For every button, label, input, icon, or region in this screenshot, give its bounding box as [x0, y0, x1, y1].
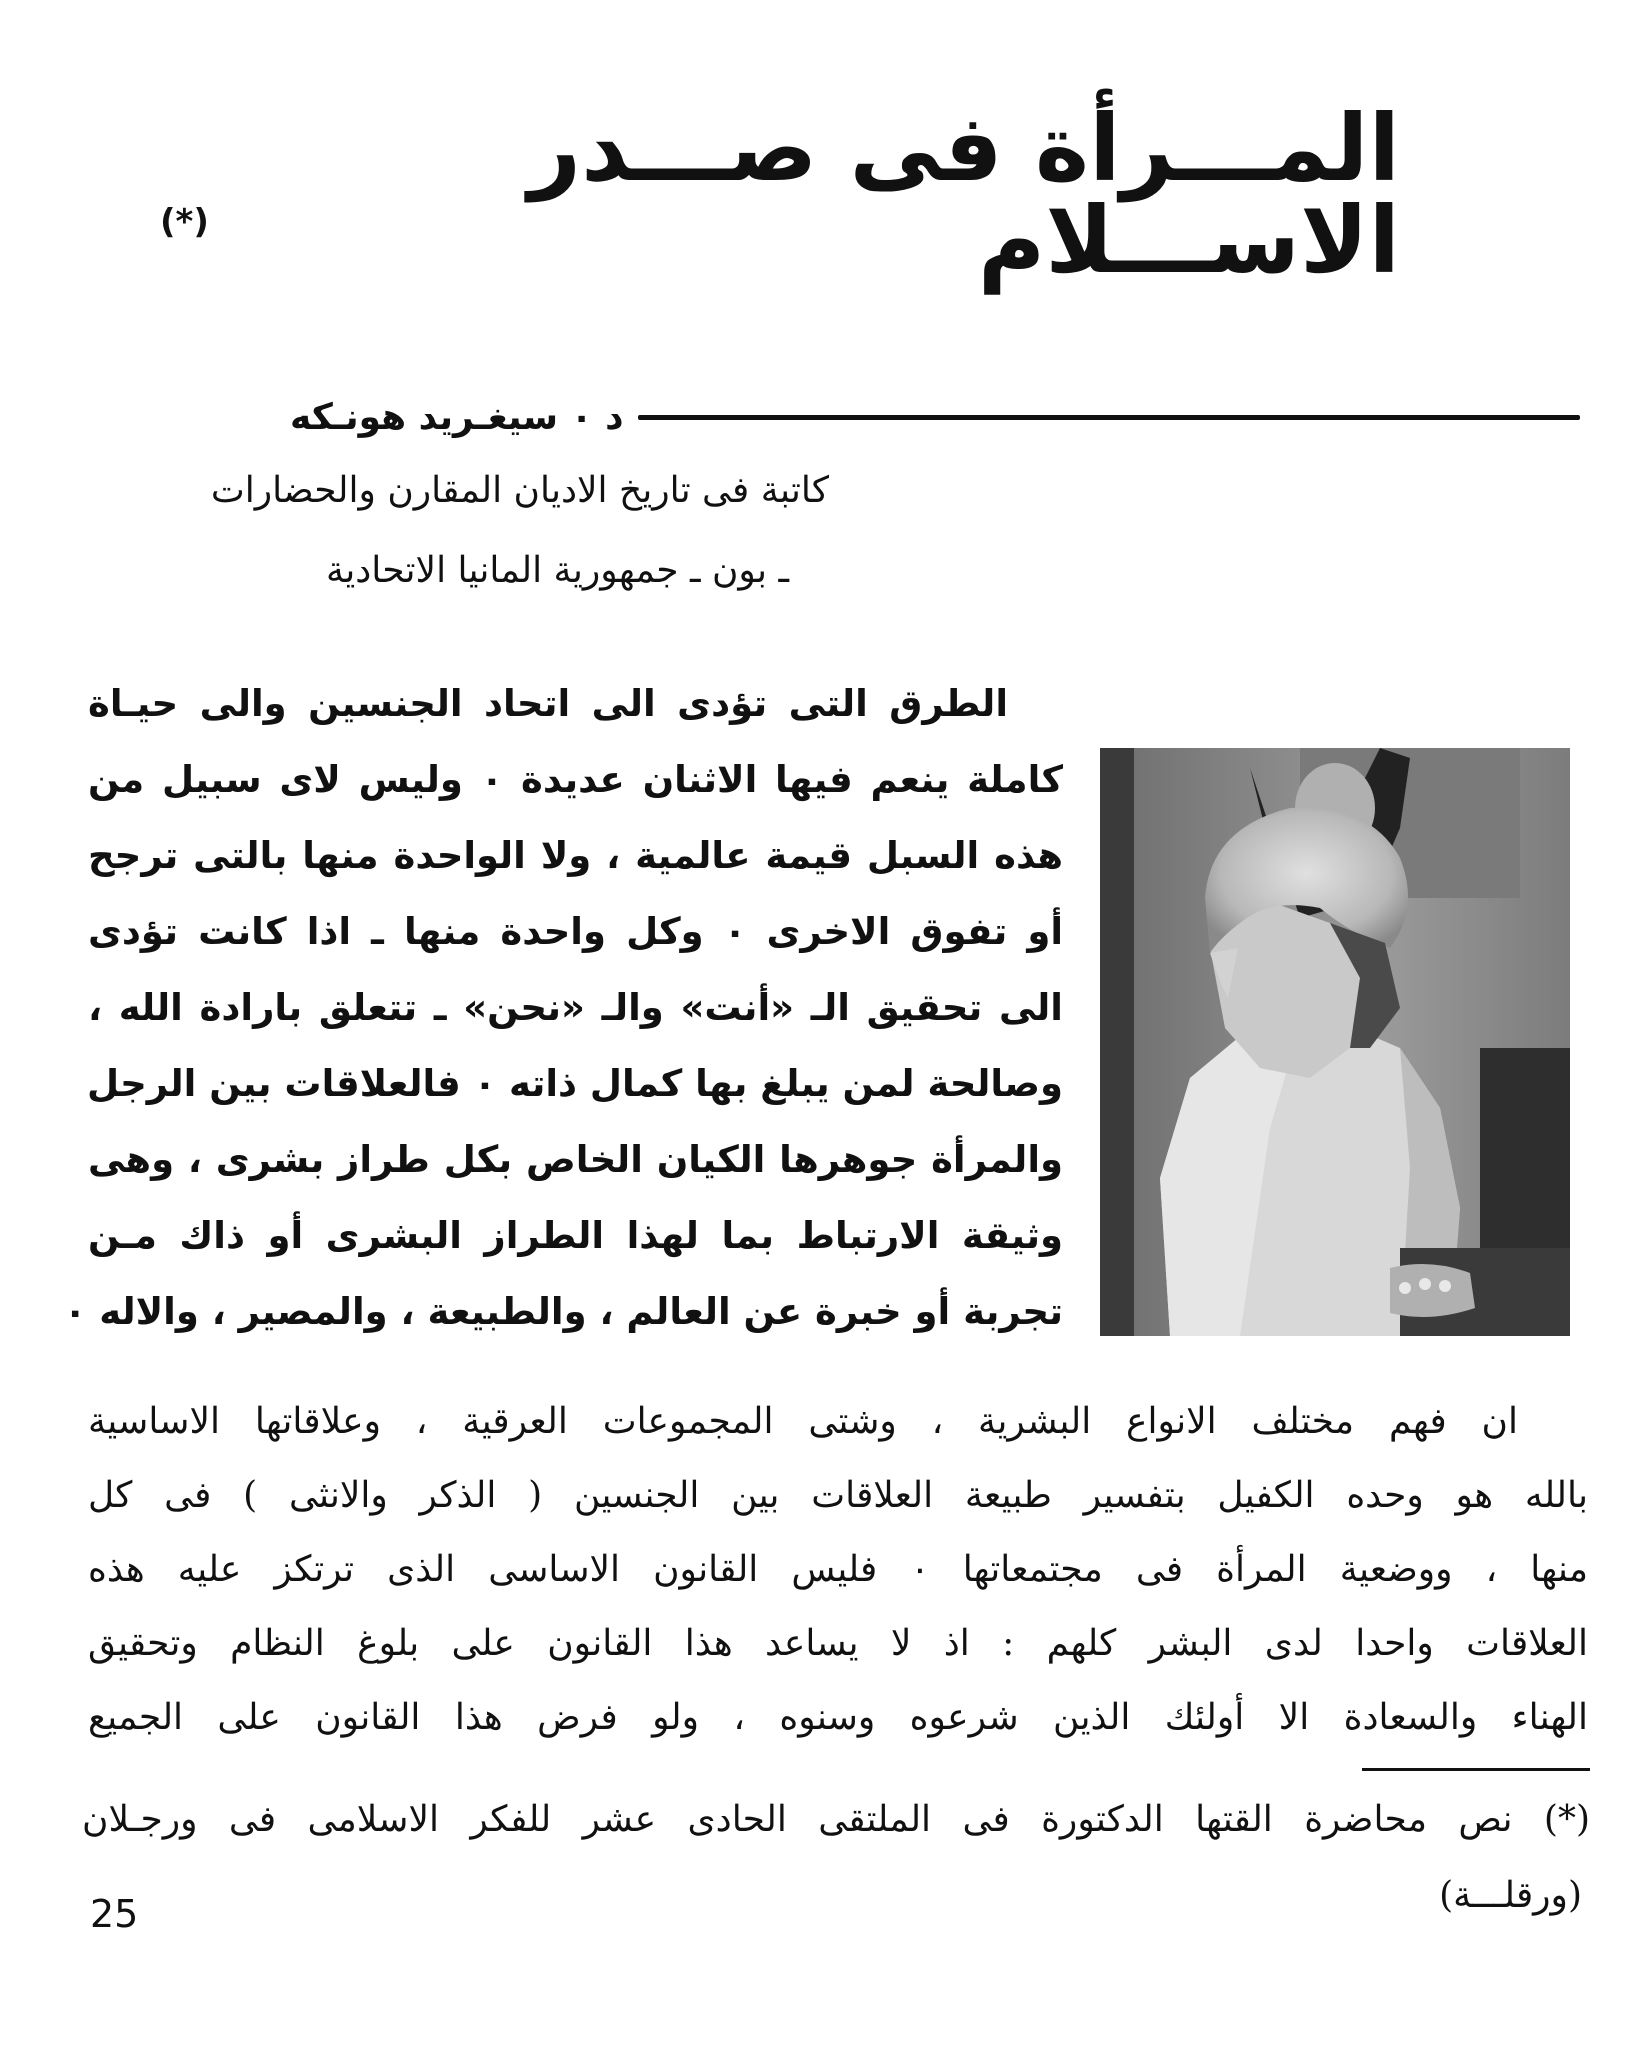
- page-number: 25: [90, 1892, 139, 1936]
- author-affiliation-1: كاتبة فى تاريخ الاديان المقارن والحضارات: [210, 470, 829, 511]
- intro-line: وصالحة لمن يبلغ بها كمال ذاته ٠ فالعلاقات بين الرجل: [87, 1062, 1063, 1105]
- body-line: الهناء والسعادة الا أولئك الذين شرعوه وسنوه ، ولو فرض هذا القانون على الجميع: [88, 1697, 1588, 1738]
- intro-line: الى تحقيق الـ «أنت» والـ «نحن» ـ تتعلق بارادة الله ،: [88, 986, 1063, 1029]
- title-footnote-mark: (*): [160, 202, 209, 242]
- author-rule: [638, 415, 1580, 420]
- intro-line: الطرق التى تؤدى الى اتحاد الجنسين والى حيـاة: [88, 682, 1008, 725]
- portrait-photo-icon: [1100, 748, 1570, 1336]
- author-affiliation-2: ـ بون ـ جمهورية المانيا الاتحادية: [325, 550, 789, 591]
- intro-line: والمرأة جوهرها الكيان الخاص بكل طراز بشرى ، وهى: [88, 1138, 1063, 1181]
- footnote-line-2: (ورقلـــة): [1439, 1875, 1582, 1916]
- body-line: العلاقات واحدا لدى البشر كلهم : اذ لا يساعد هذا القانون على بلوغ النظام وتحقيق: [88, 1623, 1588, 1664]
- footnote-rule: [1362, 1768, 1590, 1771]
- intro-line: كاملة ينعم فيها الاثنان عديدة ٠ وليس لاى سبيل من: [88, 758, 1063, 801]
- article-title-block: [160, 95, 1400, 294]
- body-line: ان فهم مختلف الانواع البشرية ، وشتى المجموعات العرقية ، وعلاقاتها الاساسية: [88, 1401, 1518, 1442]
- intro-line: وثيقة الارتباط بما لهذا الطراز البشرى أو ذاك مـن: [88, 1214, 1063, 1257]
- footnote-line-1: (*) نص محاضرة القتها الدكتورة فى الملتقى الحادى عشر للفكر الاسلامى فى ورجـلان: [82, 1799, 1590, 1840]
- author-line: [290, 392, 1580, 442]
- article-title: المـــرأة فى صـــدر الاســـلام: [528, 95, 1400, 294]
- author-name: د ٠ سيغـريد هونـكه: [290, 396, 624, 438]
- intro-line: أو تفوق الاخرى ٠ وكل واحدة منها ـ اذا كانت تؤدى: [88, 910, 1064, 953]
- body-line: بالله هو وحده الكفيل بتفسير طبيعة العلاقات بين الجنسين ( الذكر والانثى ) فى كل: [88, 1475, 1588, 1516]
- intro-line: هذه السبل قيمة عالمية ، ولا الواحدة منها بالتى ترجح: [88, 834, 1063, 877]
- body-line: منها ، ووضعية المرأة فى مجتمعاتها ٠ فليس القانون الاساسى الذى ترتكز عليه هذه: [88, 1549, 1588, 1590]
- intro-line: تجربة أو خبرة عن العالم ، والطبيعة ، والمصير ، والاله ٠: [63, 1290, 1063, 1333]
